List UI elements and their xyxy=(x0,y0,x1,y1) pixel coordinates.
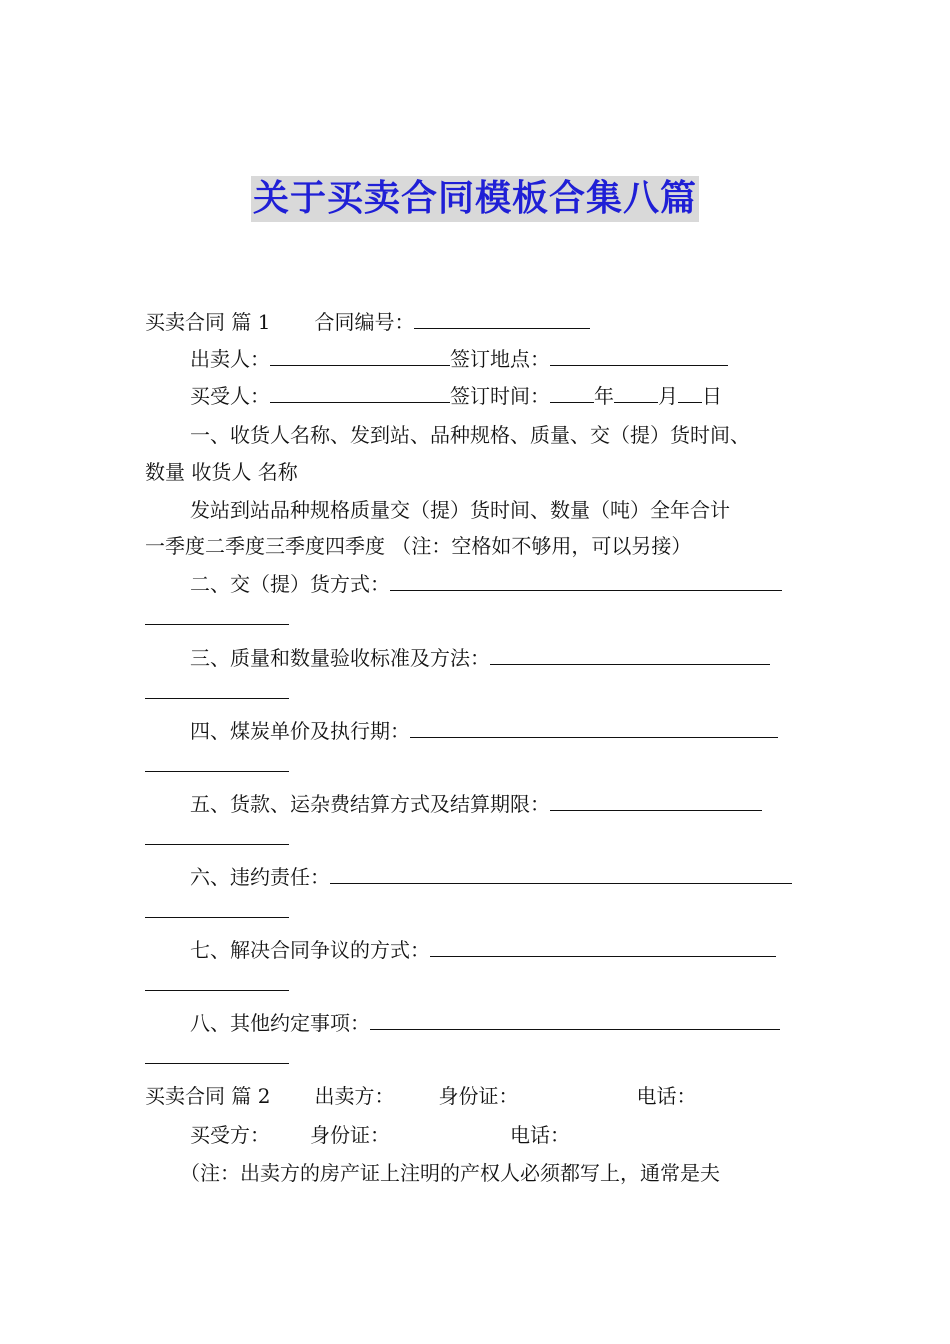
clause7-blank-cont[interactable] xyxy=(145,970,289,991)
contract2-buyer-line xyxy=(190,1121,570,1149)
day-label: 日 xyxy=(702,384,722,408)
clause7-continuation xyxy=(145,970,289,998)
contract2-buyer-label: 买受方： xyxy=(190,1123,270,1147)
day-blank[interactable] xyxy=(678,382,702,403)
clause1-line3: 发站到站品种规格质量交（提）货时间、数量（吨）全年合计 xyxy=(190,498,730,522)
clause2-blank[interactable] xyxy=(390,570,782,591)
contract-number-blank[interactable] xyxy=(414,308,590,329)
clause8-blank-cont[interactable] xyxy=(145,1043,289,1064)
clause4-blank[interactable] xyxy=(410,717,778,738)
contract2-phone-label: 电话： xyxy=(636,1084,697,1108)
clause5-blank[interactable] xyxy=(550,790,762,811)
buyer-line xyxy=(190,382,722,410)
clause4-line xyxy=(190,717,778,745)
contract1-heading: 买卖合同 篇 1 xyxy=(145,310,271,334)
clause2-blank-cont[interactable] xyxy=(145,604,289,625)
contract2-seller-label: 出卖方： xyxy=(314,1084,395,1108)
clause2-label: 二、交（提）货方式： xyxy=(190,572,390,596)
clause6-label: 六、违约责任： xyxy=(190,865,330,889)
contract1-heading-line xyxy=(145,308,590,336)
clause3-blank-cont[interactable] xyxy=(145,678,289,699)
seller-line xyxy=(190,345,728,373)
clause6-blank[interactable] xyxy=(330,863,792,884)
month-label: 月 xyxy=(658,384,678,408)
clause3-blank[interactable] xyxy=(490,644,770,665)
buyer-label: 买受人： xyxy=(190,384,270,408)
clause4-continuation xyxy=(145,751,289,779)
clause6-continuation xyxy=(145,897,289,925)
clause6-blank-cont[interactable] xyxy=(145,897,289,918)
clause5-continuation xyxy=(145,824,289,852)
clause8-label: 八、其他约定事项： xyxy=(190,1011,370,1035)
clause1-line4: 一季度二季度三季度四季度 （注：空格如不够用，可以另接） xyxy=(145,534,692,558)
clause2-continuation xyxy=(145,604,289,632)
buyer-blank[interactable] xyxy=(270,382,450,403)
year-label: 年 xyxy=(594,384,614,408)
clause5-line xyxy=(190,790,762,818)
month-blank[interactable] xyxy=(614,382,658,403)
clause7-blank[interactable] xyxy=(430,936,776,957)
seller-label: 出卖人： xyxy=(190,347,270,371)
clause5-label: 五、货款、运杂费结算方式及结算期限： xyxy=(190,792,550,816)
clause7-label: 七、解决合同争议的方式： xyxy=(190,938,430,962)
clause4-blank-cont[interactable] xyxy=(145,751,289,772)
clause8-continuation xyxy=(145,1043,289,1071)
clause7-line xyxy=(190,936,776,964)
document-title: 关于买卖合同模板合集八篇 xyxy=(251,176,699,222)
seller-blank[interactable] xyxy=(270,345,450,366)
year-blank[interactable] xyxy=(550,382,594,403)
clause3-label: 三、质量和数量验收标准及方法： xyxy=(190,646,490,670)
clause5-blank-cont[interactable] xyxy=(145,824,289,845)
clause6-line xyxy=(190,863,792,891)
clause3-continuation xyxy=(145,678,289,706)
contract2-note: （注：出卖方的房产证上注明的产权人必须都写上，通常是夫 xyxy=(180,1161,720,1185)
sign-time-label: 签订时间： xyxy=(450,384,550,408)
clause1-line1: 一、收货人名称、发到站、品种规格、质量、交（提）货时间、 xyxy=(190,423,750,447)
contract2-buyer-id-label: 身份证： xyxy=(310,1123,390,1147)
sign-place-blank[interactable] xyxy=(550,345,728,366)
clause4-label: 四、煤炭单价及执行期： xyxy=(190,719,410,743)
clause1-line2: 数量 收货人 名称 xyxy=(145,460,298,484)
clause8-blank[interactable] xyxy=(370,1009,780,1030)
contract2-id-label: 身份证： xyxy=(438,1084,519,1108)
contract2-heading: 买卖合同 篇 2 xyxy=(145,1084,271,1108)
clause2-line xyxy=(190,570,807,598)
sign-place-label: 签订地点： xyxy=(450,347,550,371)
contract2-heading-line xyxy=(145,1082,696,1110)
contract2-buyer-phone-label: 电话： xyxy=(510,1123,570,1147)
clause3-line xyxy=(190,644,770,672)
contract-number-label: 合同编号： xyxy=(314,310,415,334)
clause8-line xyxy=(190,1009,780,1037)
title-container xyxy=(0,176,950,222)
